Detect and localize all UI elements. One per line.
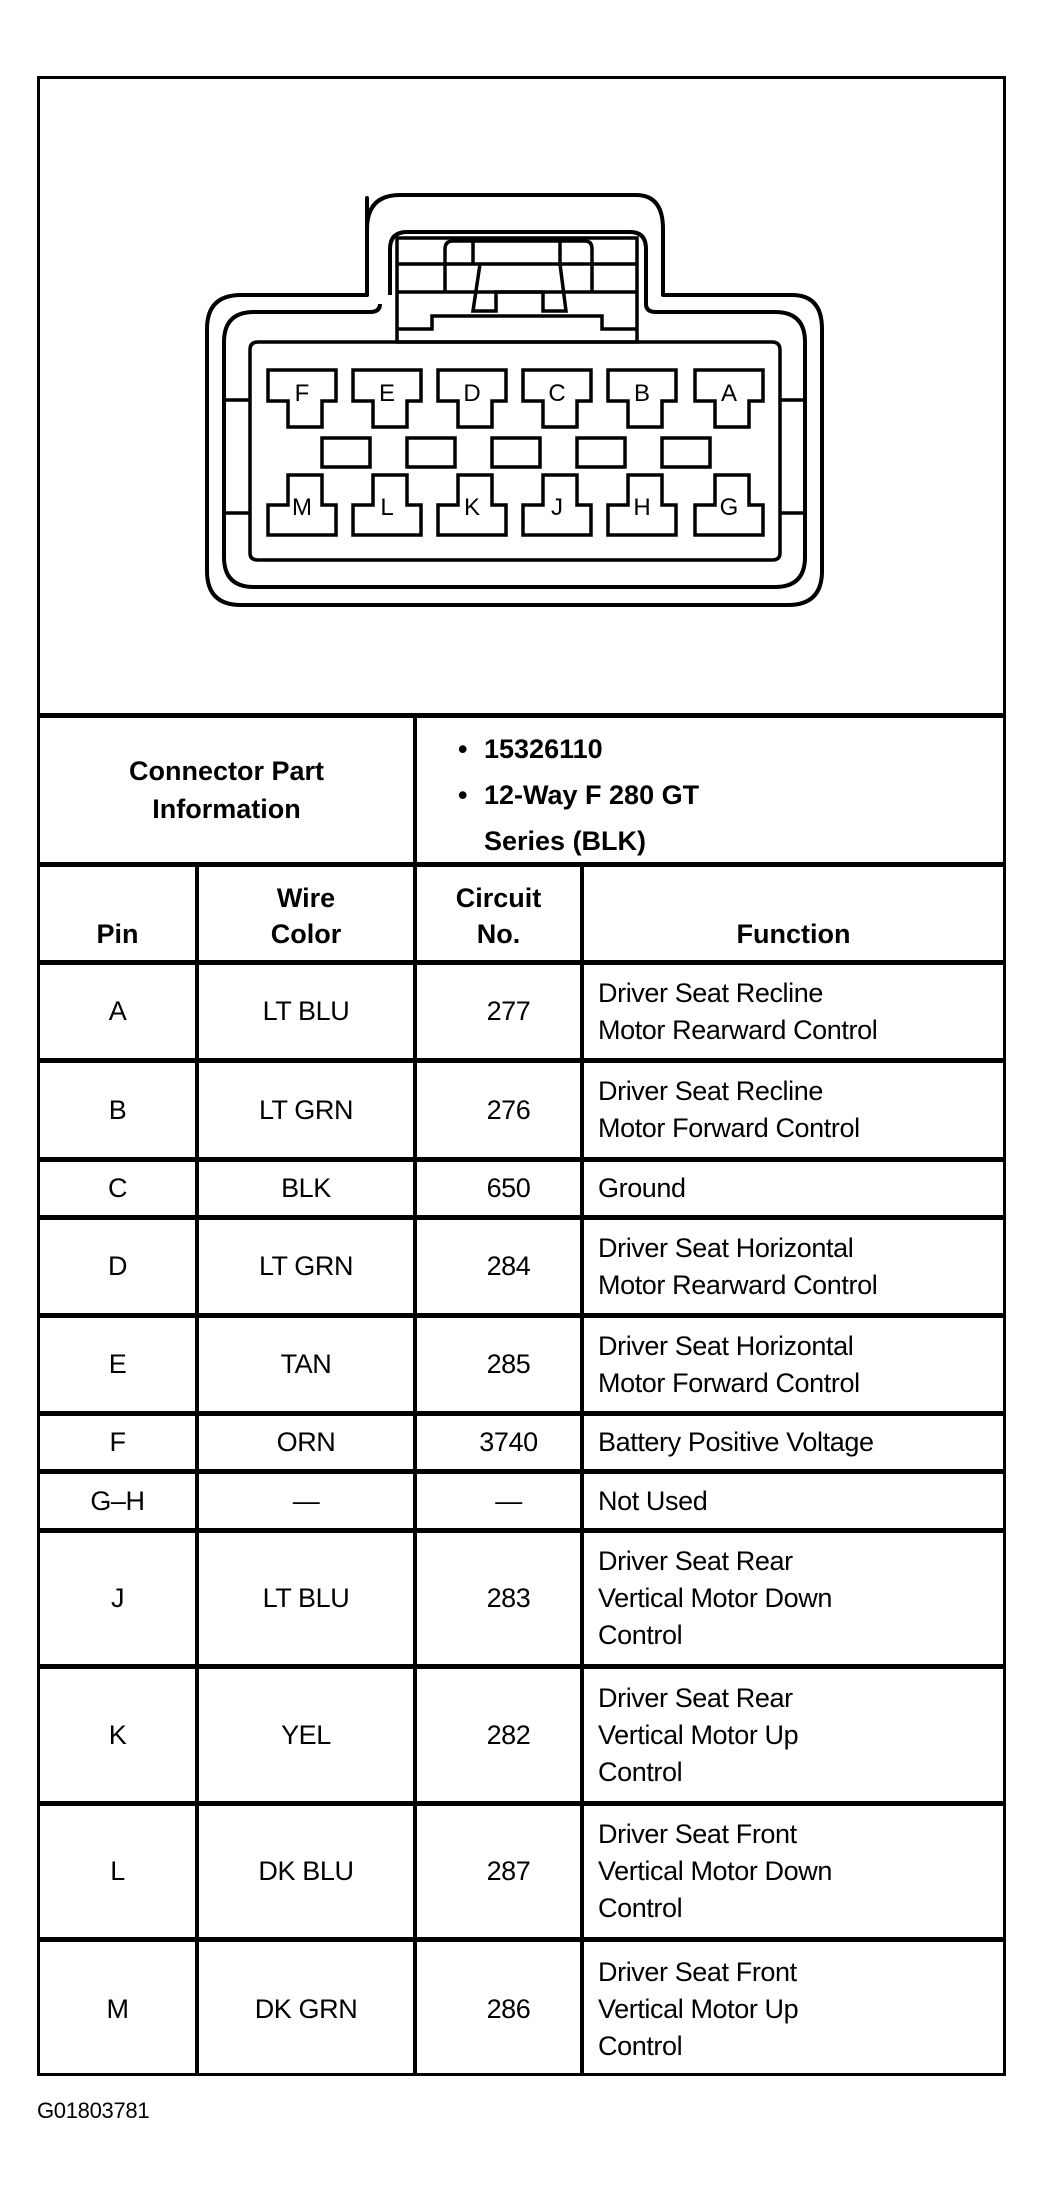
circuit-cell: 286 [486, 1993, 531, 2024]
circuit-cell: 282 [486, 1719, 531, 1750]
pin-label: E [378, 380, 395, 407]
pin-cell: G–H [90, 1485, 145, 1516]
pin-label: J [551, 494, 563, 521]
function-cell [584, 1162, 1003, 1215]
pin-cell: E [108, 1349, 127, 1379]
header-function [584, 867, 1003, 960]
function-cell [584, 1533, 1003, 1664]
pin-label: M [292, 494, 312, 521]
connector-diagram [40, 79, 1003, 715]
pin-label: D [463, 380, 481, 407]
pin-label: G [719, 494, 739, 521]
bottom-row-pins [268, 475, 763, 535]
pin-cell: K [108, 1719, 127, 1750]
pin-cell: J [110, 1583, 125, 1613]
top-row-pins [268, 370, 763, 427]
function-line: Battery Positive Voltage [598, 1427, 874, 1457]
wire-color-cell: LT BLU [262, 1583, 350, 1613]
function-cell [584, 1416, 1003, 1469]
function-cell [584, 1806, 1003, 1937]
function-line: Control [598, 2030, 683, 2061]
circuit-cell: 276 [486, 1094, 531, 1125]
function-line: Not Used [598, 1485, 708, 1516]
function-line: Motor Forward Control [598, 1367, 860, 1398]
circuit-cell: 650 [486, 1173, 531, 1203]
function-line: Driver Seat Horizontal [598, 1232, 854, 1263]
connector-info-label-line: Information [152, 794, 301, 824]
pin-cell: M [106, 1993, 129, 2024]
connector-type: 12-Way F 280 GT [484, 780, 700, 810]
function-line: Vertical Motor Up [598, 1993, 799, 2024]
function-line: Control [598, 1893, 683, 1923]
figure-id: G01803781 [37, 2098, 150, 2123]
function-cell [584, 1318, 1003, 1411]
connector-sheet [37, 76, 1006, 2076]
wire-color-cell: — [292, 1485, 320, 1516]
circuit-cell: 284 [486, 1251, 531, 1281]
header-label: Circuit [455, 883, 542, 913]
pin-label: C [548, 380, 566, 407]
function-line: Vertical Motor Down [598, 1583, 832, 1613]
circuit-cell: — [495, 1485, 522, 1516]
part-number: 15326110 [484, 734, 603, 764]
header-label: Pin [96, 919, 139, 949]
function-line: Vertical Motor Down [598, 1856, 832, 1886]
pin-label: H [633, 494, 651, 521]
pin-label: A [720, 380, 737, 407]
function-line: Driver Seat Recline [598, 1076, 823, 1106]
pin-cell: L [110, 1856, 125, 1886]
function-line: Motor Forward Control [598, 1113, 860, 1143]
pin-cell: C [107, 1173, 128, 1203]
wire-color-cell: LT GRN [258, 1094, 354, 1125]
header-label: Color [270, 919, 342, 949]
bullet-icon: • [458, 734, 468, 764]
connector-type: Series (BLK) [484, 826, 647, 856]
function-cell [584, 1669, 1003, 1801]
bullet-icon: • [458, 780, 468, 810]
function-cell [584, 1474, 1003, 1528]
function-line: Motor Rearward Control [598, 1014, 878, 1045]
keying-slots [322, 438, 710, 467]
pin-label: L [380, 494, 394, 521]
circuit-cell: 3740 [479, 1427, 538, 1457]
function-line: Driver Seat Front [598, 1819, 797, 1849]
wire-color-cell: DK BLU [258, 1856, 354, 1886]
header-circuit-no [417, 867, 580, 960]
header-pin [40, 867, 195, 960]
pin-cell: B [108, 1094, 127, 1125]
wire-color-cell: LT BLU [262, 996, 350, 1026]
function-line: Driver Seat Horizontal [598, 1330, 854, 1361]
function-line: Motor Rearward Control [598, 1269, 878, 1300]
function-line: Driver Seat Rear [598, 1682, 793, 1713]
wire-color-cell: LT GRN [258, 1251, 354, 1281]
function-line: Vertical Motor Up [598, 1719, 799, 1750]
connector-info-list [416, 718, 1003, 864]
circuit-cell: 287 [486, 1856, 531, 1886]
pin-label: F [294, 380, 310, 407]
connector-info-label [40, 718, 413, 862]
connector-info-item [458, 726, 1003, 772]
function-line: Control [598, 1620, 683, 1650]
function-line: Ground [598, 1173, 686, 1203]
header-label: Wire [276, 883, 336, 913]
function-line: Driver Seat Front [598, 1956, 797, 1987]
pin-cell: A [108, 996, 127, 1026]
header-label: No. [476, 919, 521, 949]
function-line: Driver Seat Rear [598, 1546, 793, 1576]
connector-face-drawing [40, 79, 1003, 715]
connector-info-item [458, 772, 1003, 864]
circuit-cell: 283 [486, 1583, 531, 1613]
header-wire-color [199, 867, 413, 960]
function-line: Control [598, 1756, 683, 1787]
pin-cell: F [109, 1427, 126, 1457]
function-cell [584, 1220, 1003, 1313]
pin-label: B [633, 380, 650, 407]
function-line: Driver Seat Recline [598, 977, 823, 1008]
connector-info-label-line: Connector Part [128, 756, 325, 786]
header-label: Function [736, 919, 851, 949]
pin-label: K [463, 494, 480, 521]
function-cell [584, 965, 1003, 1058]
wire-color-cell: ORN [276, 1427, 336, 1457]
function-cell [584, 1942, 1003, 2076]
circuit-cell: 277 [486, 996, 531, 1026]
circuit-cell: 285 [486, 1349, 531, 1379]
pin-cell: D [107, 1251, 128, 1281]
wire-color-cell: DK GRN [254, 1993, 358, 2024]
wire-color-cell: YEL [281, 1719, 331, 1750]
function-cell [584, 1063, 1003, 1157]
wire-color-cell: BLK [281, 1173, 331, 1203]
wire-color-cell: TAN [280, 1349, 332, 1379]
